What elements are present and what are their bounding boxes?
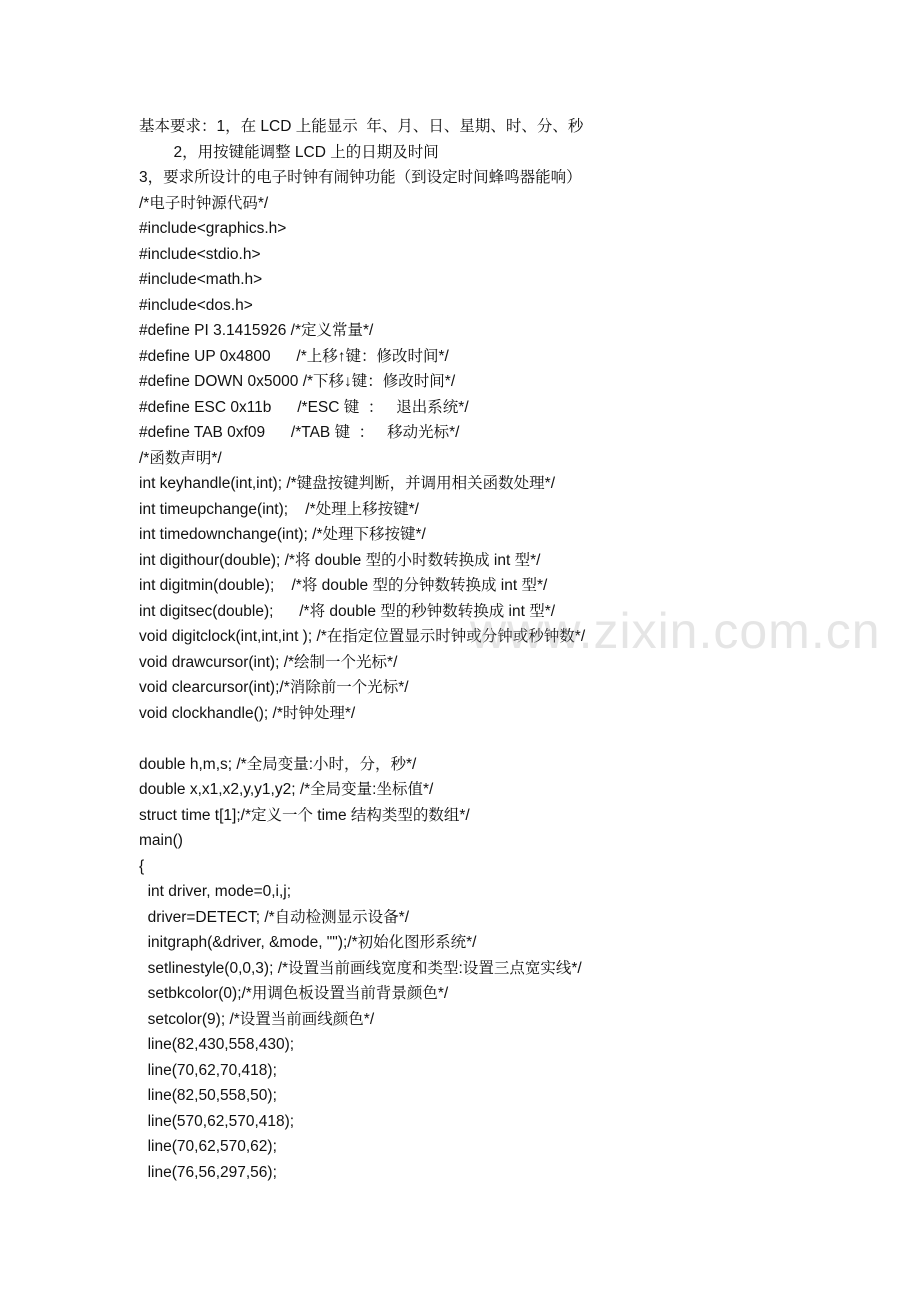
code-line: #define UP 0x4800 /*上移↑键：修改时间*/ xyxy=(139,347,449,365)
code-line: void clockhandle(); /*时钟处理*/ xyxy=(139,704,356,722)
code-line: setcolor(9); /*设置当前画线颜色*/ xyxy=(139,1010,375,1028)
watermark: www.zixin.com.cn xyxy=(470,603,881,659)
code-line: #include<stdio.h> xyxy=(139,245,261,263)
code-line: void drawcursor(int); /*绘制一个光标*/ xyxy=(139,653,398,671)
code-line xyxy=(139,726,839,752)
code-line: /*函数声明*/ xyxy=(139,449,222,467)
code-line: int digithour(double); /*将 double 型的小时数转换成 int 型*/ xyxy=(139,551,541,569)
code-line: { xyxy=(139,857,145,875)
code-line: main() xyxy=(139,832,183,849)
code-line: line(82,50,558,50); xyxy=(139,1087,277,1104)
code-line: line(70,62,570,62); xyxy=(139,1138,277,1155)
code-line: int digitsec(double); /*将 double 型的秒钟数转换成 int 型*/ xyxy=(139,602,556,620)
code-line: #define TAB 0xf09 /*TAB 键 ： 移动光标*/ xyxy=(139,424,460,441)
code-line: line(82,430,558,430); xyxy=(139,1036,295,1053)
code-line: 基本要求：1，在 LCD 上能显示 年、月、日、星期、时、分、秒 xyxy=(139,118,584,135)
code-line: #include<graphics.h> xyxy=(139,220,287,237)
code-line: 2，用按键能调整 LCD 上的日期及时间 xyxy=(139,143,439,161)
code-line: #define ESC 0x11b /*ESC 键 ： 退出系统*/ xyxy=(139,398,469,416)
code-line: #include<dos.h> xyxy=(139,296,253,314)
code-line: 3，要求所设计的电子时钟有闹钟功能（到设定时间蜂鸣器能响） xyxy=(139,169,582,186)
code-line: int timedownchange(int); /*处理下移按键*/ xyxy=(139,526,426,543)
code-line: driver=DETECT; /*自动检测显示设备*/ xyxy=(139,908,409,926)
code-line: void clearcursor(int);/*消除前一个光标*/ xyxy=(139,679,409,696)
code-line: line(76,56,297,56); xyxy=(139,1163,277,1181)
code-line: int digitmin(double); /*将 double 型的分钟数转换成 int 型*/ xyxy=(139,577,548,594)
code-line: int driver, mode=0,i,j; xyxy=(139,883,292,900)
code-line: double h,m,s; /*全局变量:小时，分，秒*/ xyxy=(139,755,417,773)
code-line: void digitclock(int,int,int ); /*在指定位置显示时钟或分钟或秒钟数*/ xyxy=(139,628,586,645)
code-line: int timeupchange(int); /*处理上移按键*/ xyxy=(139,500,419,518)
code-line: double x,x1,x2,y,y1,y2; /*全局变量:坐标值*/ xyxy=(139,781,434,798)
code-line: #define DOWN 0x5000 /*下移↓键：修改时间*/ xyxy=(139,373,456,390)
code-line: line(570,62,570,418); xyxy=(139,1112,295,1130)
code-line: int keyhandle(int,int); /*键盘按键判断，并调用相关函数处理*/ xyxy=(139,475,556,492)
code-line: setbkcolor(0);/*用调色板设置当前背景颜色*/ xyxy=(139,985,449,1002)
code-line: /*电子时钟源代码*/ xyxy=(139,194,269,212)
code-line: line(70,62,70,418); xyxy=(139,1061,277,1079)
code-line: #include<math.h> xyxy=(139,271,263,288)
code-line: initgraph(&driver, &mode, "");/*初始化图形系统*/ xyxy=(139,934,477,951)
code-line: struct time t[1];/*定义一个 time 结构类型的数组*/ xyxy=(139,806,470,824)
code-line: #define PI 3.1415926 /*定义常量*/ xyxy=(139,322,374,339)
code-line: setlinestyle(0,0,3); /*设置当前画线宽度和类型:设置三点宽实线*/ xyxy=(139,959,582,977)
document-body xyxy=(139,114,839,1185)
